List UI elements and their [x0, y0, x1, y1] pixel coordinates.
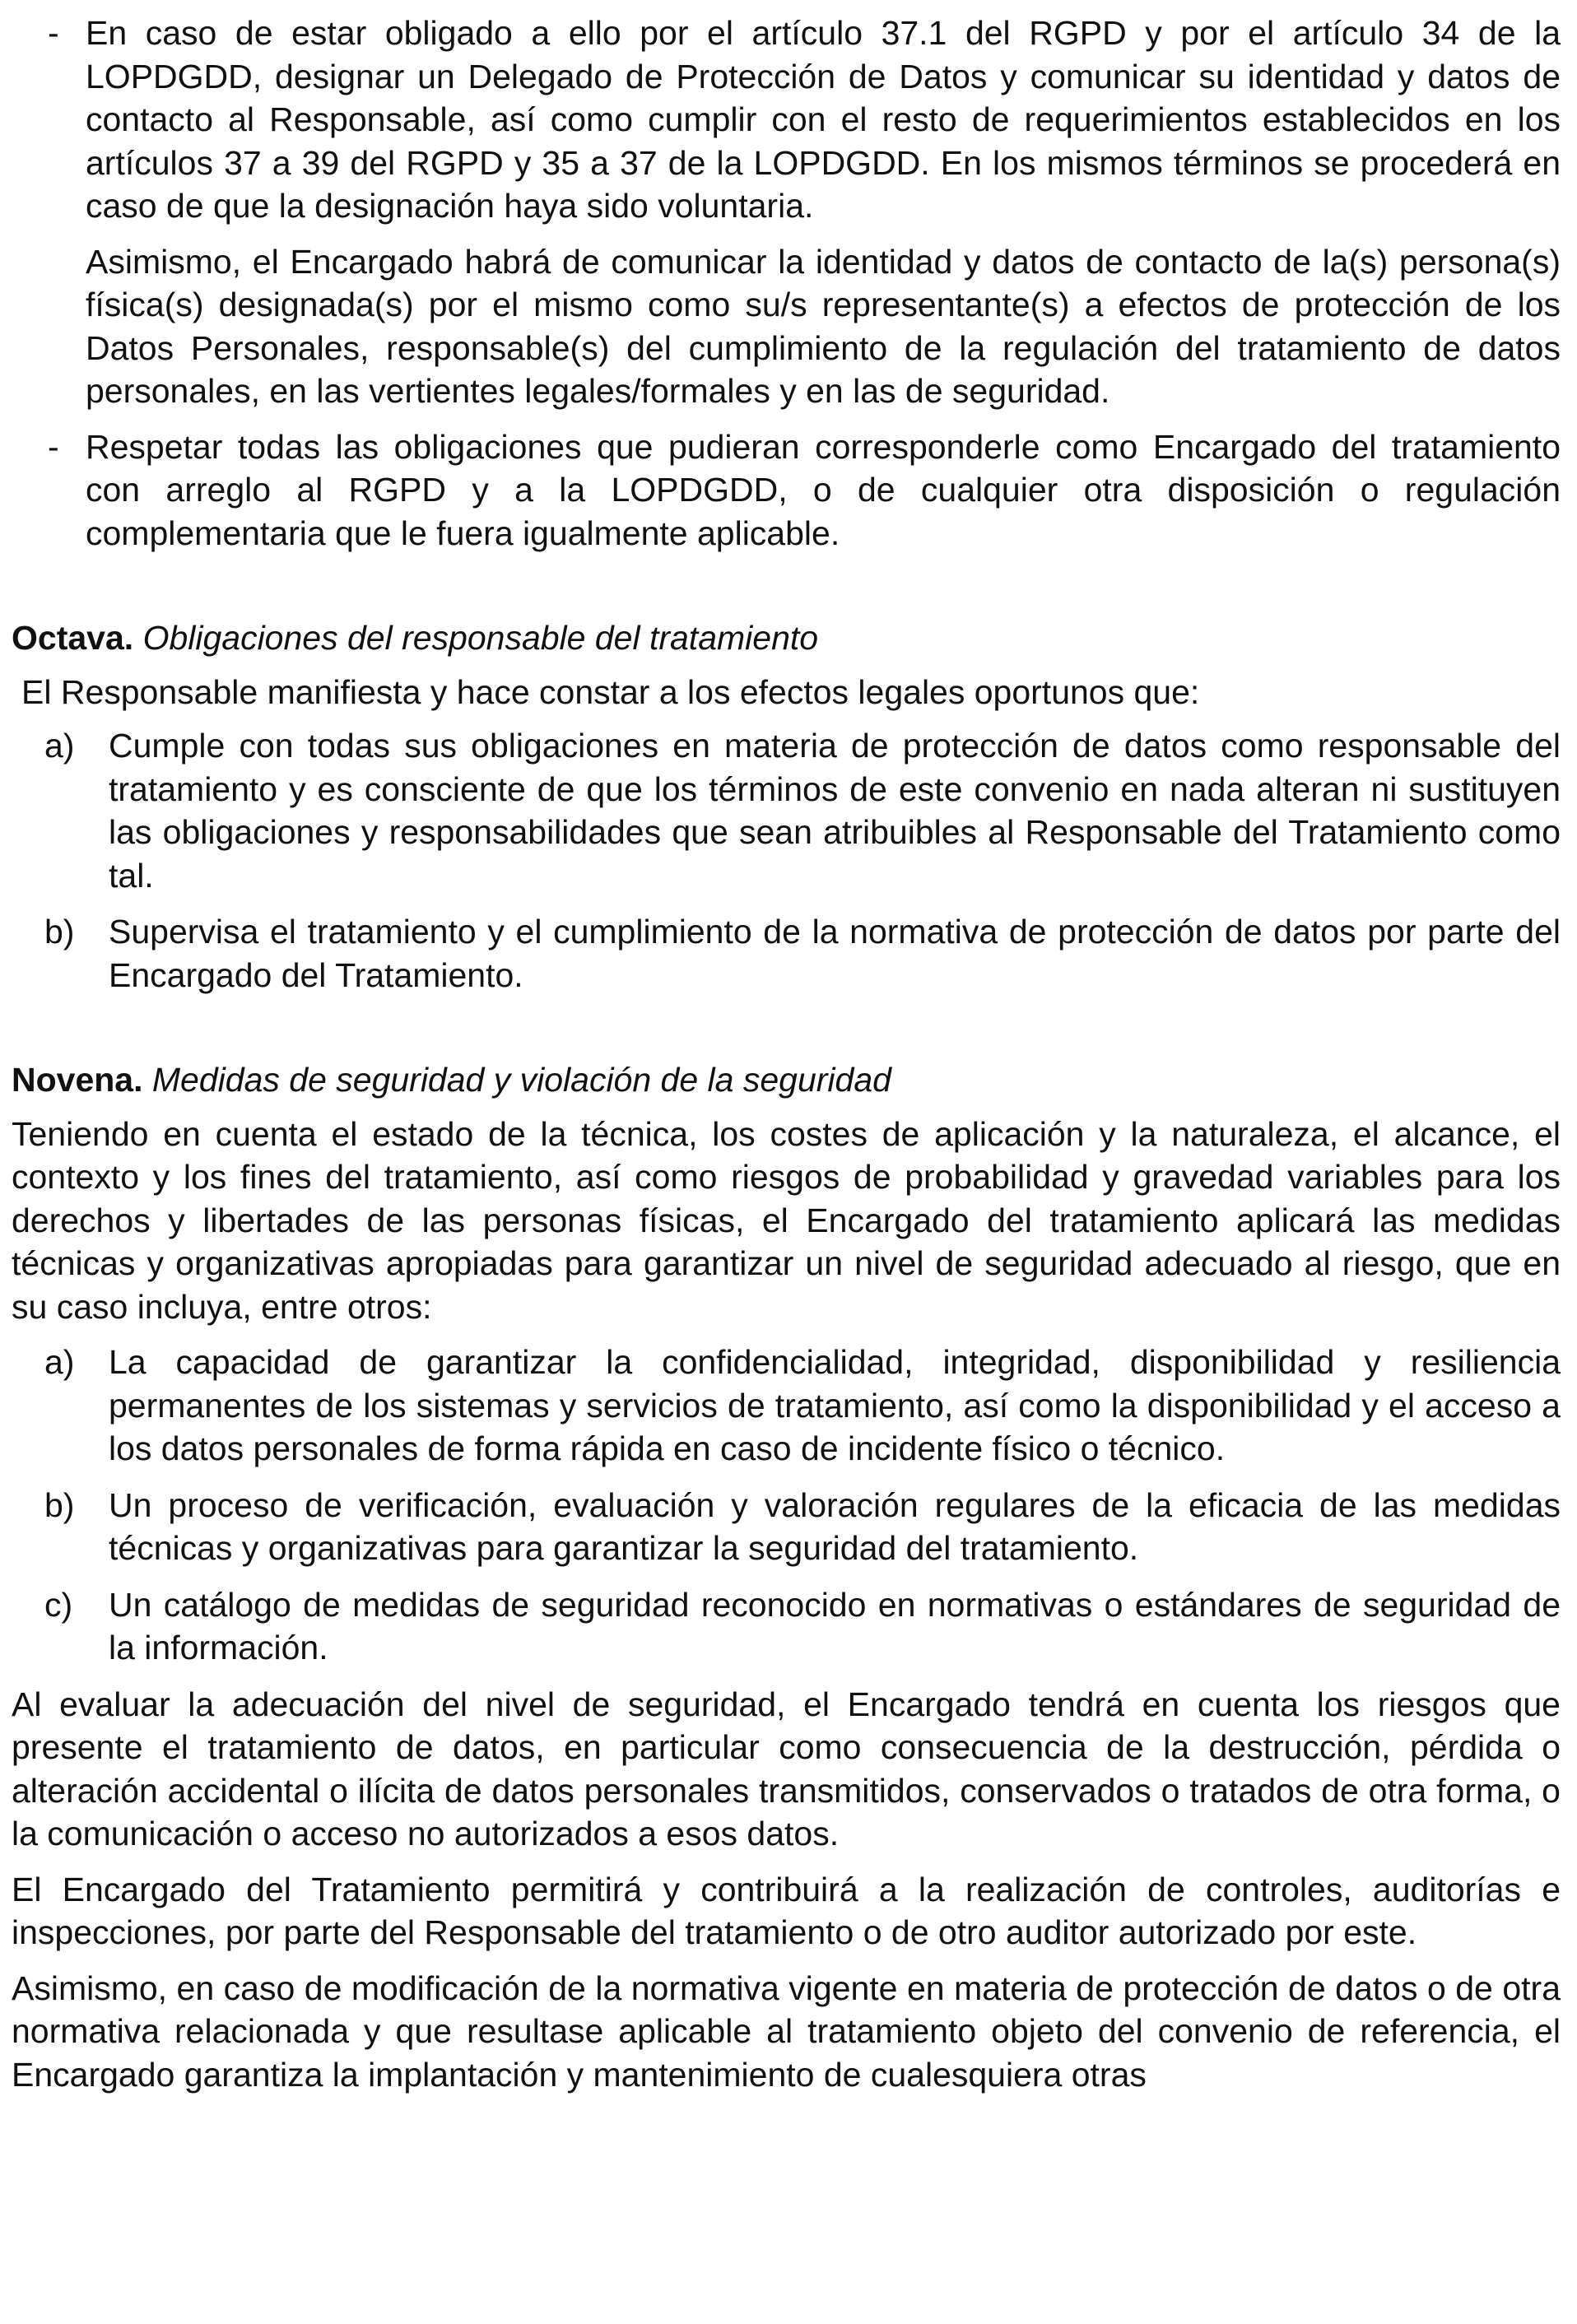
dash-marker: - — [48, 14, 59, 52]
list-item-text: Un proceso de verificación, evaluación y valoración regulares de la eficacia de las medidas técnicas y organizativas para garantizar la seguridad del tratamiento. — [109, 1485, 1561, 1567]
list-marker: a) — [44, 1343, 75, 1381]
list-marker: b) — [44, 913, 75, 951]
dash-list-item — [12, 425, 1561, 555]
section-intro: El Responsable manifiesta y hace constar a los efectos legales oportunos que: — [21, 672, 1200, 711]
list-item-text: Supervisa el tratamiento y el cumplimiento de la normativa de protección de datos por parte del Encargado del Tratamiento. — [109, 913, 1561, 994]
lettered-list-item — [12, 1341, 1561, 1471]
dash-marker: - — [48, 427, 59, 466]
list-item-text: En caso de estar obligado a ello por el artículo 37.1 del RGPD y por el artículo 34 de la LOPDGDD, designar un Delegado de Protección de Datos y comunicar su identidad y datos de contacto al Responsable, así como cumplir con el resto de requerimientos establecidos en los artículos 37 a 39 del RGPD y 35 a 37 de la LOPDGDD. En los mismos términos se procederá en caso de que la designación haya sido voluntaria. — [86, 14, 1561, 225]
body-paragraph: Al evaluar la adecuación del nivel de seguridad, el Encargado tendrá en cuenta los riesgos que presente el tratamiento de datos, en particular como consecuencia de la destrucción, pérdida o alteración accidental o ilícita de datos personales transmitidos, conservados o tratados de otra forma, o la comunicación o acceso no autorizados a esos datos. — [12, 1685, 1561, 1852]
list-marker: a) — [44, 727, 75, 765]
section-title: Obligaciones del responsable del tratamiento — [142, 619, 819, 657]
lettered-list-item — [12, 1583, 1561, 1670]
section-number: Novena. — [12, 1061, 143, 1099]
list-item-text: Respetar todas las obligaciones que pudieran corresponderle como Encargado del tratamiento con arreglo al RGPD y a la LOPDGDD, o de cualquier otra disposición o regulación complementaria que le fuera igualmente aplicable. — [86, 427, 1561, 552]
section-heading-octava — [12, 616, 1561, 660]
lettered-list-item — [12, 1484, 1561, 1570]
body-paragraph: El Encargado del Tratamiento permitirá y contribuirá a la realización de controles, auditorías e inspecciones, por parte del Responsable del tratamiento o de otro auditor autorizado por este. — [12, 1870, 1561, 1951]
section-number: Octava. — [12, 619, 134, 657]
lettered-list-item — [12, 910, 1561, 997]
dash-list-item — [12, 12, 1561, 228]
list-item-text: Cumple con todas sus obligaciones en materia de protección de datos como responsable del tratamiento y es consciente de que los términos de este convenio en nada alteran ni sustituyen las obligaciones y responsabilidades que sean atribuibles al Responsable del Tratamiento como tal. — [109, 727, 1561, 895]
body-paragraph: Asimismo, en caso de modificación de la normativa vigente en materia de protección de datos o de otra normativa relacionada y que resultase aplicable al tratamiento objeto del convenio de referencia, el Encargado garantiza la implantación y mantenimiento de cualesquiera otras — [12, 1968, 1561, 2094]
list-item-continuation: Asimismo, el Encargado habrá de comunicar la identidad y datos de contacto de la(s) persona(s) física(s) designada(s) por el mismo como su/s representante(s) a efectos de protección de los Datos Personales, responsable(s) del cumplimiento de la regulación del tratamiento de datos personales, en las vertientes legales/formales y en las de seguridad. — [86, 242, 1561, 410]
section-heading-novena — [12, 1058, 1561, 1102]
list-marker: b) — [44, 1485, 75, 1524]
list-item-text: La capacidad de garantizar la confidencialidad, integridad, disponibilidad y resiliencia permanentes de los sistemas y servicios de tratamiento, así como la disponibilidad y el acceso a los datos personales de forma rápida en caso de incidente físico o técnico. — [109, 1343, 1561, 1467]
lettered-list-item — [12, 724, 1561, 897]
section-intro: Teniendo en cuenta el estado de la técnica, los costes de aplicación y la naturaleza, el alcance, el contexto y los fines del tratamiento, así como riesgos de probabilidad y gravedad variables para los derechos y libertades de las personas físicas, el Encargado del tratamiento aplicará las medidas técnicas y organizativas apropiadas para garantizar un nivel de seguridad adecuado al riesgo, que en su caso incluya, entre otros: — [12, 1114, 1561, 1326]
section-title: Medidas de seguridad y violación de la seguridad — [151, 1061, 891, 1099]
list-marker: c) — [44, 1585, 73, 1624]
list-item-text: Un catálogo de medidas de seguridad reconocido en normativas o estándares de seguridad de la información. — [109, 1585, 1561, 1666]
